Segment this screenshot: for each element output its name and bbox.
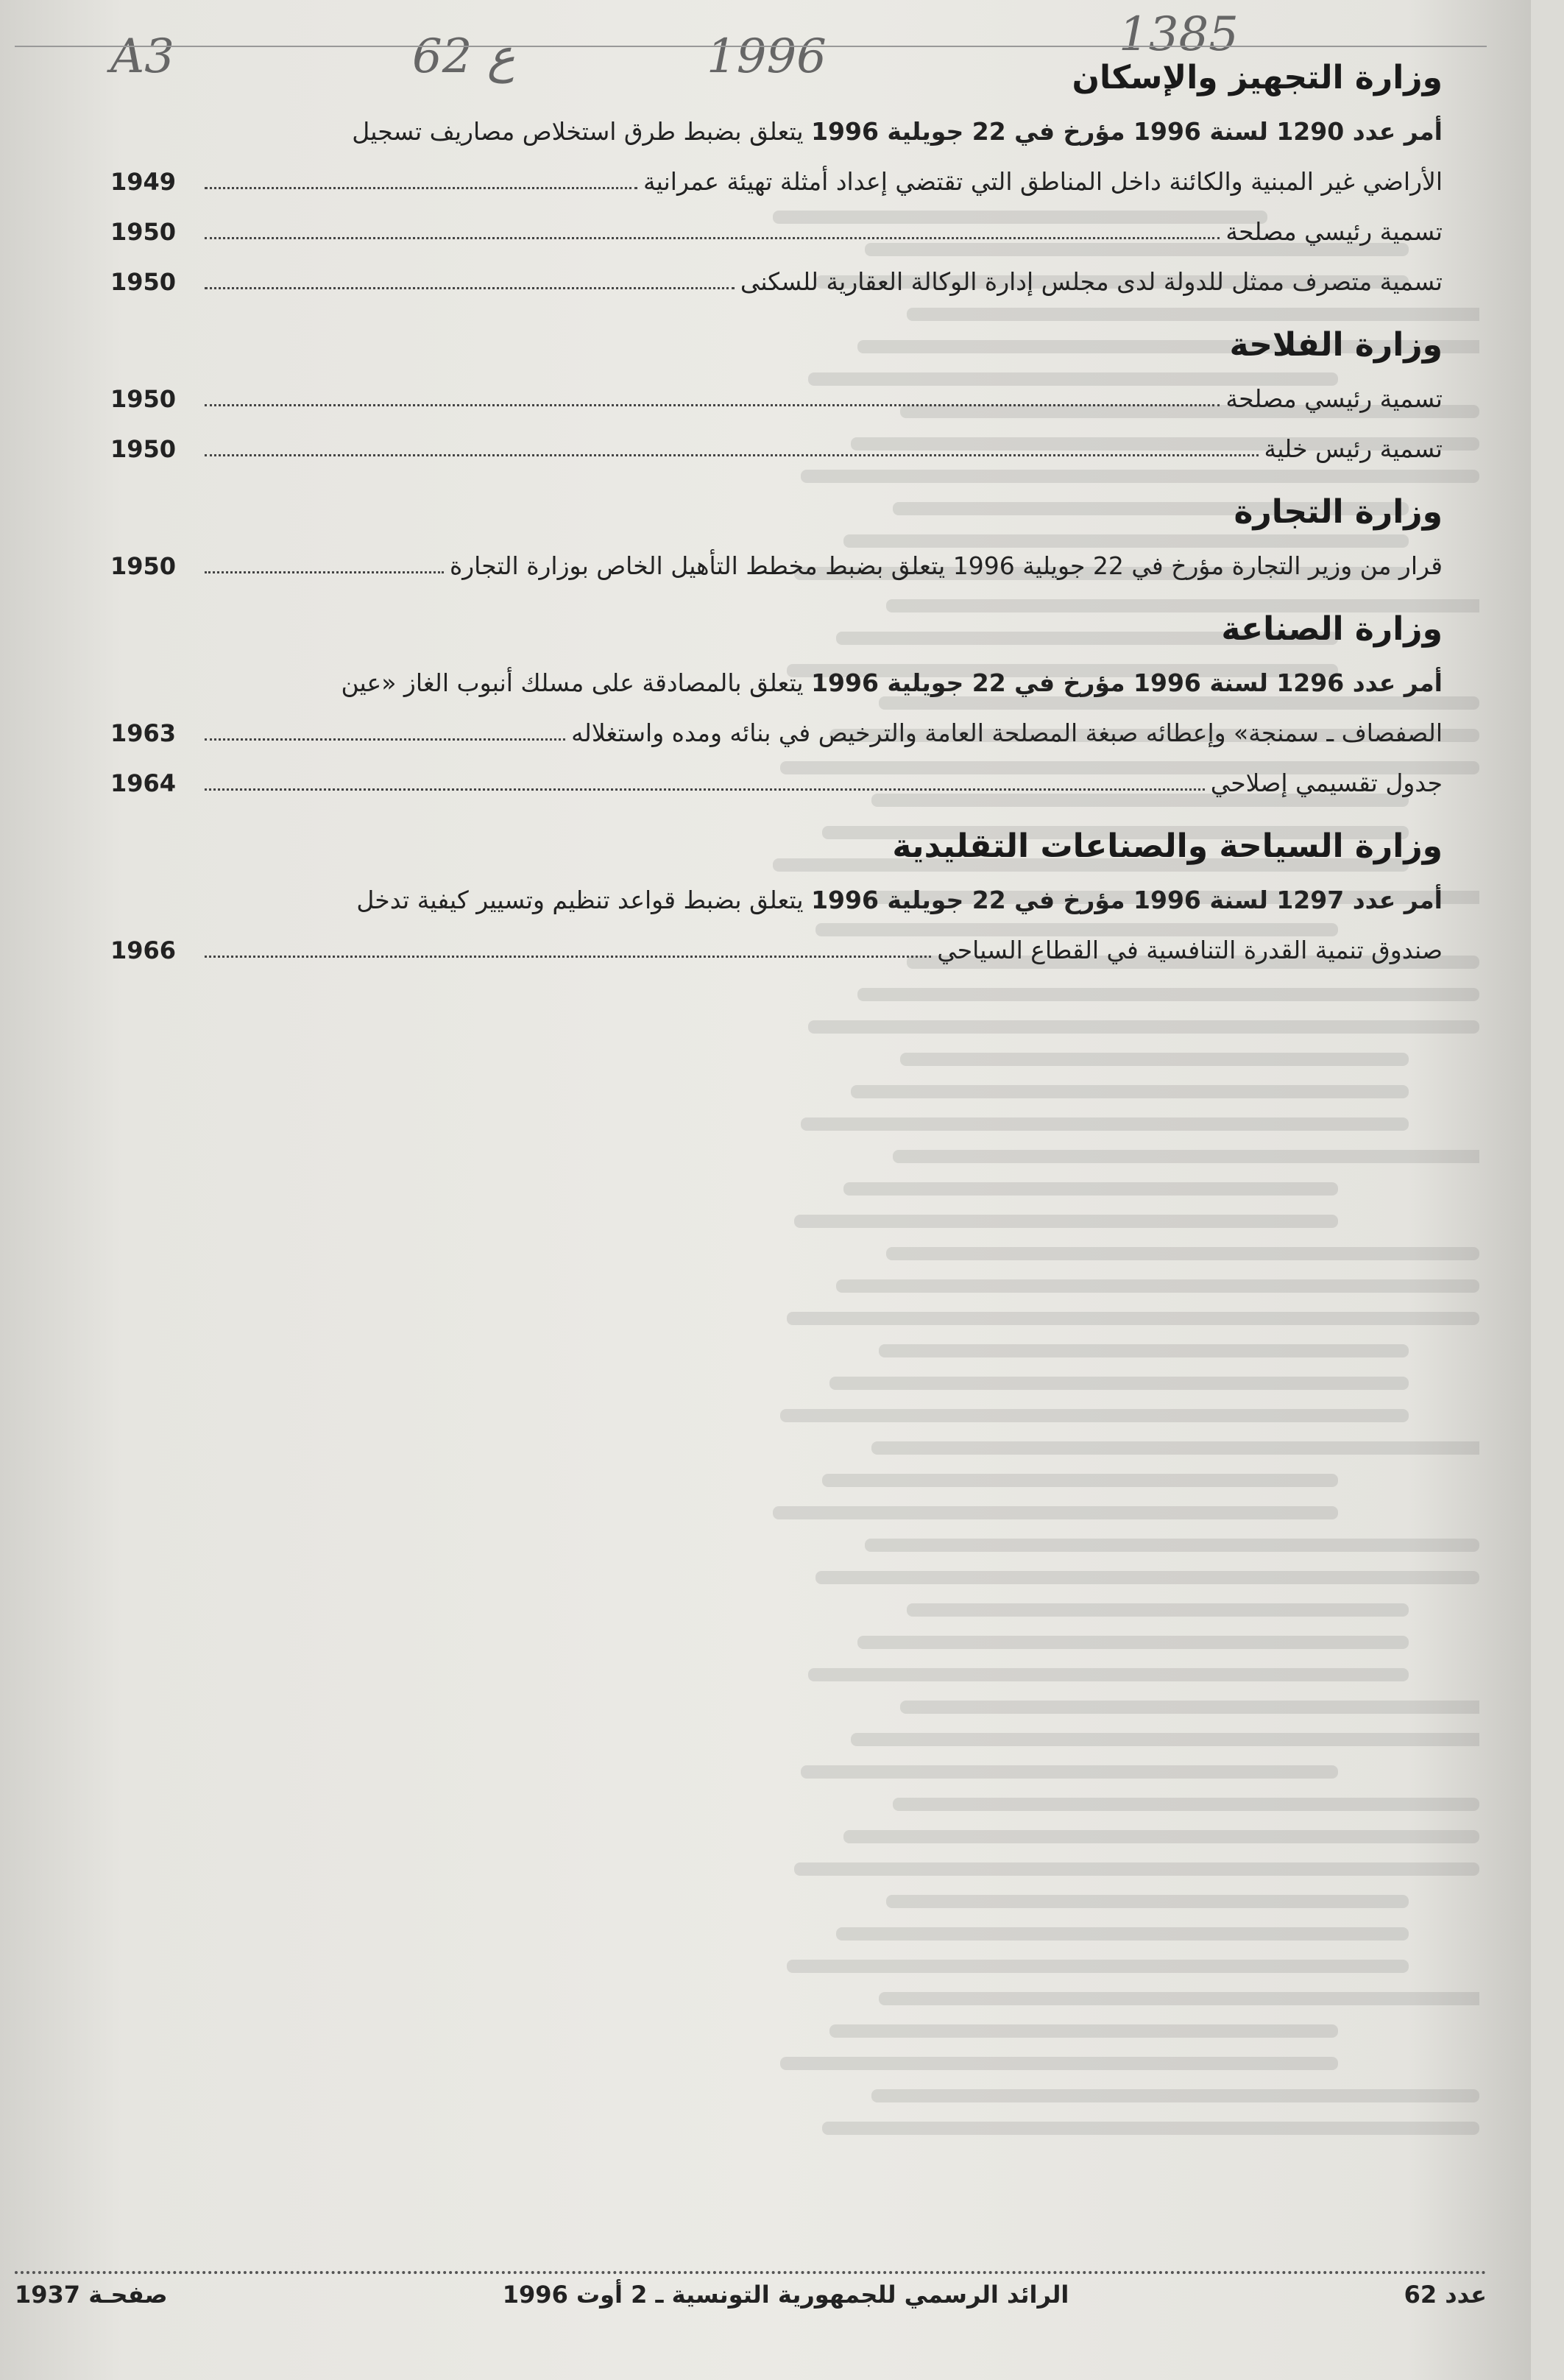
bleed-line [815,1571,1479,1584]
bleed-line [871,1441,1479,1455]
entry-page-number: 1950 [110,552,177,580]
entry-page-number: 1966 [110,936,177,964]
footer-issue-number: عدد 62 [1404,2281,1487,2309]
bleed-line [829,1377,1409,1390]
entry-text: صندوق تنمية القدرة التنافسية في القطاع السياحي [937,936,1443,964]
bleed-line [780,2057,1338,2070]
bleed-line [886,1895,1409,1908]
toc-entry[interactable] [110,761,1443,805]
ministry-heading: وزارة التجهيز والإسكان [1072,59,1443,96]
entry-page-number: 1950 [110,385,177,413]
bleed-line [893,1798,1479,1811]
ministry-section [110,827,1443,972]
bleed-line [893,1150,1479,1163]
bleed-line [822,2122,1479,2135]
top-rule [15,46,1487,47]
bleed-line [857,1636,1409,1649]
leader-dots [205,738,565,741]
leader-dots [205,237,1220,239]
footer [15,2281,1487,2309]
entry-text: الصفصاف ـ سمنجة» وإعطائه صبغة المصلحة العامة والترخيص في بنائه ومده واستغلاله [571,718,1443,747]
entry-text: يتعلق بالمصادقة على مسلك أنبوب الغاز «عين [341,668,812,697]
entry-page-number: 1950 [110,268,177,296]
bleed-line [851,1085,1409,1098]
entry-text: تسمية رئيس خلية [1264,434,1443,463]
ministry-section [110,59,1443,304]
toc-entry[interactable] [110,210,1443,254]
footer-journal-title: الرائد الرسمي للجمهورية التونسية ـ 2 أوت 1996 [502,2281,1069,2309]
bleed-line [871,2089,1479,2102]
bleed-line [851,1733,1479,1746]
entry-page-number: 1964 [110,769,177,797]
ministry-heading: وزارة الفلاحة [1229,326,1443,364]
handwritten-note-mid2: 1996 [707,29,827,84]
entry-text: يتعلق بضبط قواعد تنظيم وتسيير كيفية تدخل [356,886,812,914]
leader-dots [205,956,931,958]
leader-dots [205,571,444,573]
bleed-line [829,2024,1338,2038]
ministry-section [110,610,1443,805]
bleed-line [773,1506,1338,1519]
bleed-line [801,1117,1409,1131]
toc-entry-line1[interactable] [110,878,1443,922]
bleed-line [900,1053,1409,1066]
toc-entry[interactable] [110,160,1443,204]
entry-page-number: 1950 [110,218,177,246]
bleed-line [808,1668,1409,1681]
footer-page-number: صفحـة 1937 [15,2281,168,2309]
toc-entry-line1[interactable] [110,110,1443,154]
entry-lead: أمر عدد 1290 لسنة 1996 مؤرخ في 22 جويلية 1996 [811,117,1443,146]
bleed-line [780,1409,1409,1422]
bleed-line [879,1992,1479,2005]
bleed-line [886,1247,1479,1260]
bleed-line [900,1701,1479,1714]
toc-entry[interactable] [110,544,1443,588]
handwritten-note-mid1: 62 ع [412,29,515,84]
ministry-heading: وزارة الصناعة [1221,610,1443,648]
entry-page-number: 1950 [110,435,177,463]
bleed-line [843,1830,1479,1843]
bleed-line [794,1215,1338,1228]
bleed-line [843,1182,1338,1196]
leader-dots [205,454,1259,456]
bleed-line [865,1539,1479,1552]
table-of-contents [110,59,1443,995]
toc-entry[interactable] [110,928,1443,972]
handwritten-note-left: A3 [110,29,174,84]
entry-page-number: 1949 [110,168,177,196]
entry-lead: أمر عدد 1297 لسنة 1996 مؤرخ في 22 جويلية 1996 [811,886,1443,914]
ministry-section [110,326,1443,471]
footer-rule [15,2271,1487,2274]
bleed-line [879,1344,1409,1357]
bleed-line [787,1312,1479,1325]
bleed-line [787,1960,1409,1973]
ministry-section [110,493,1443,588]
entry-page-number: 1963 [110,719,177,747]
toc-entry[interactable] [110,711,1443,755]
ministry-heading: وزارة السياحة والصناعات التقليدية [892,827,1443,865]
toc-entry[interactable] [110,260,1443,304]
bleed-line [907,1603,1409,1617]
toc-entry[interactable] [110,377,1443,421]
bleed-line [836,1927,1409,1941]
toc-entry-line1[interactable] [110,661,1443,705]
leader-dots [205,788,1205,791]
entry-lead: أمر عدد 1296 لسنة 1996 مؤرخ في 22 جويلية 1996 [811,668,1443,697]
bleed-line [801,1765,1338,1779]
handwritten-note-right: 1385 [1119,7,1239,62]
entry-text: قرار من وزير التجارة مؤرخ في 22 جويلية 1996 يتعلق بضبط مخطط التأهيل الخاص بوزارة التجارة [449,551,1443,580]
bleed-line [794,1862,1479,1876]
leader-dots [205,287,735,289]
entry-text: جدول تقسيمي إصلاحي [1210,769,1443,797]
bleed-line [808,1020,1479,1034]
entry-text: تسمية متصرف ممثل للدولة لدى مجلس إدارة الوكالة العقارية للسكنى [740,267,1443,296]
entry-text: يتعلق بضبط طرق استخلاص مصاريف تسجيل [352,117,812,146]
leader-dots [205,404,1220,406]
bleed-line [822,1474,1338,1487]
ministry-heading: وزارة التجارة [1234,493,1443,531]
leader-dots [205,187,637,189]
entry-text: تسمية رئيسي مصلحة [1225,384,1443,413]
toc-entry[interactable] [110,427,1443,471]
bleed-line [836,1279,1479,1293]
entry-text: الأراضي غير المبنية والكائنة داخل المناطق التي تقتضي إعداد أمثلة تهيئة عمرانية [643,167,1443,196]
entry-text: تسمية رئيسي مصلحة [1225,217,1443,246]
